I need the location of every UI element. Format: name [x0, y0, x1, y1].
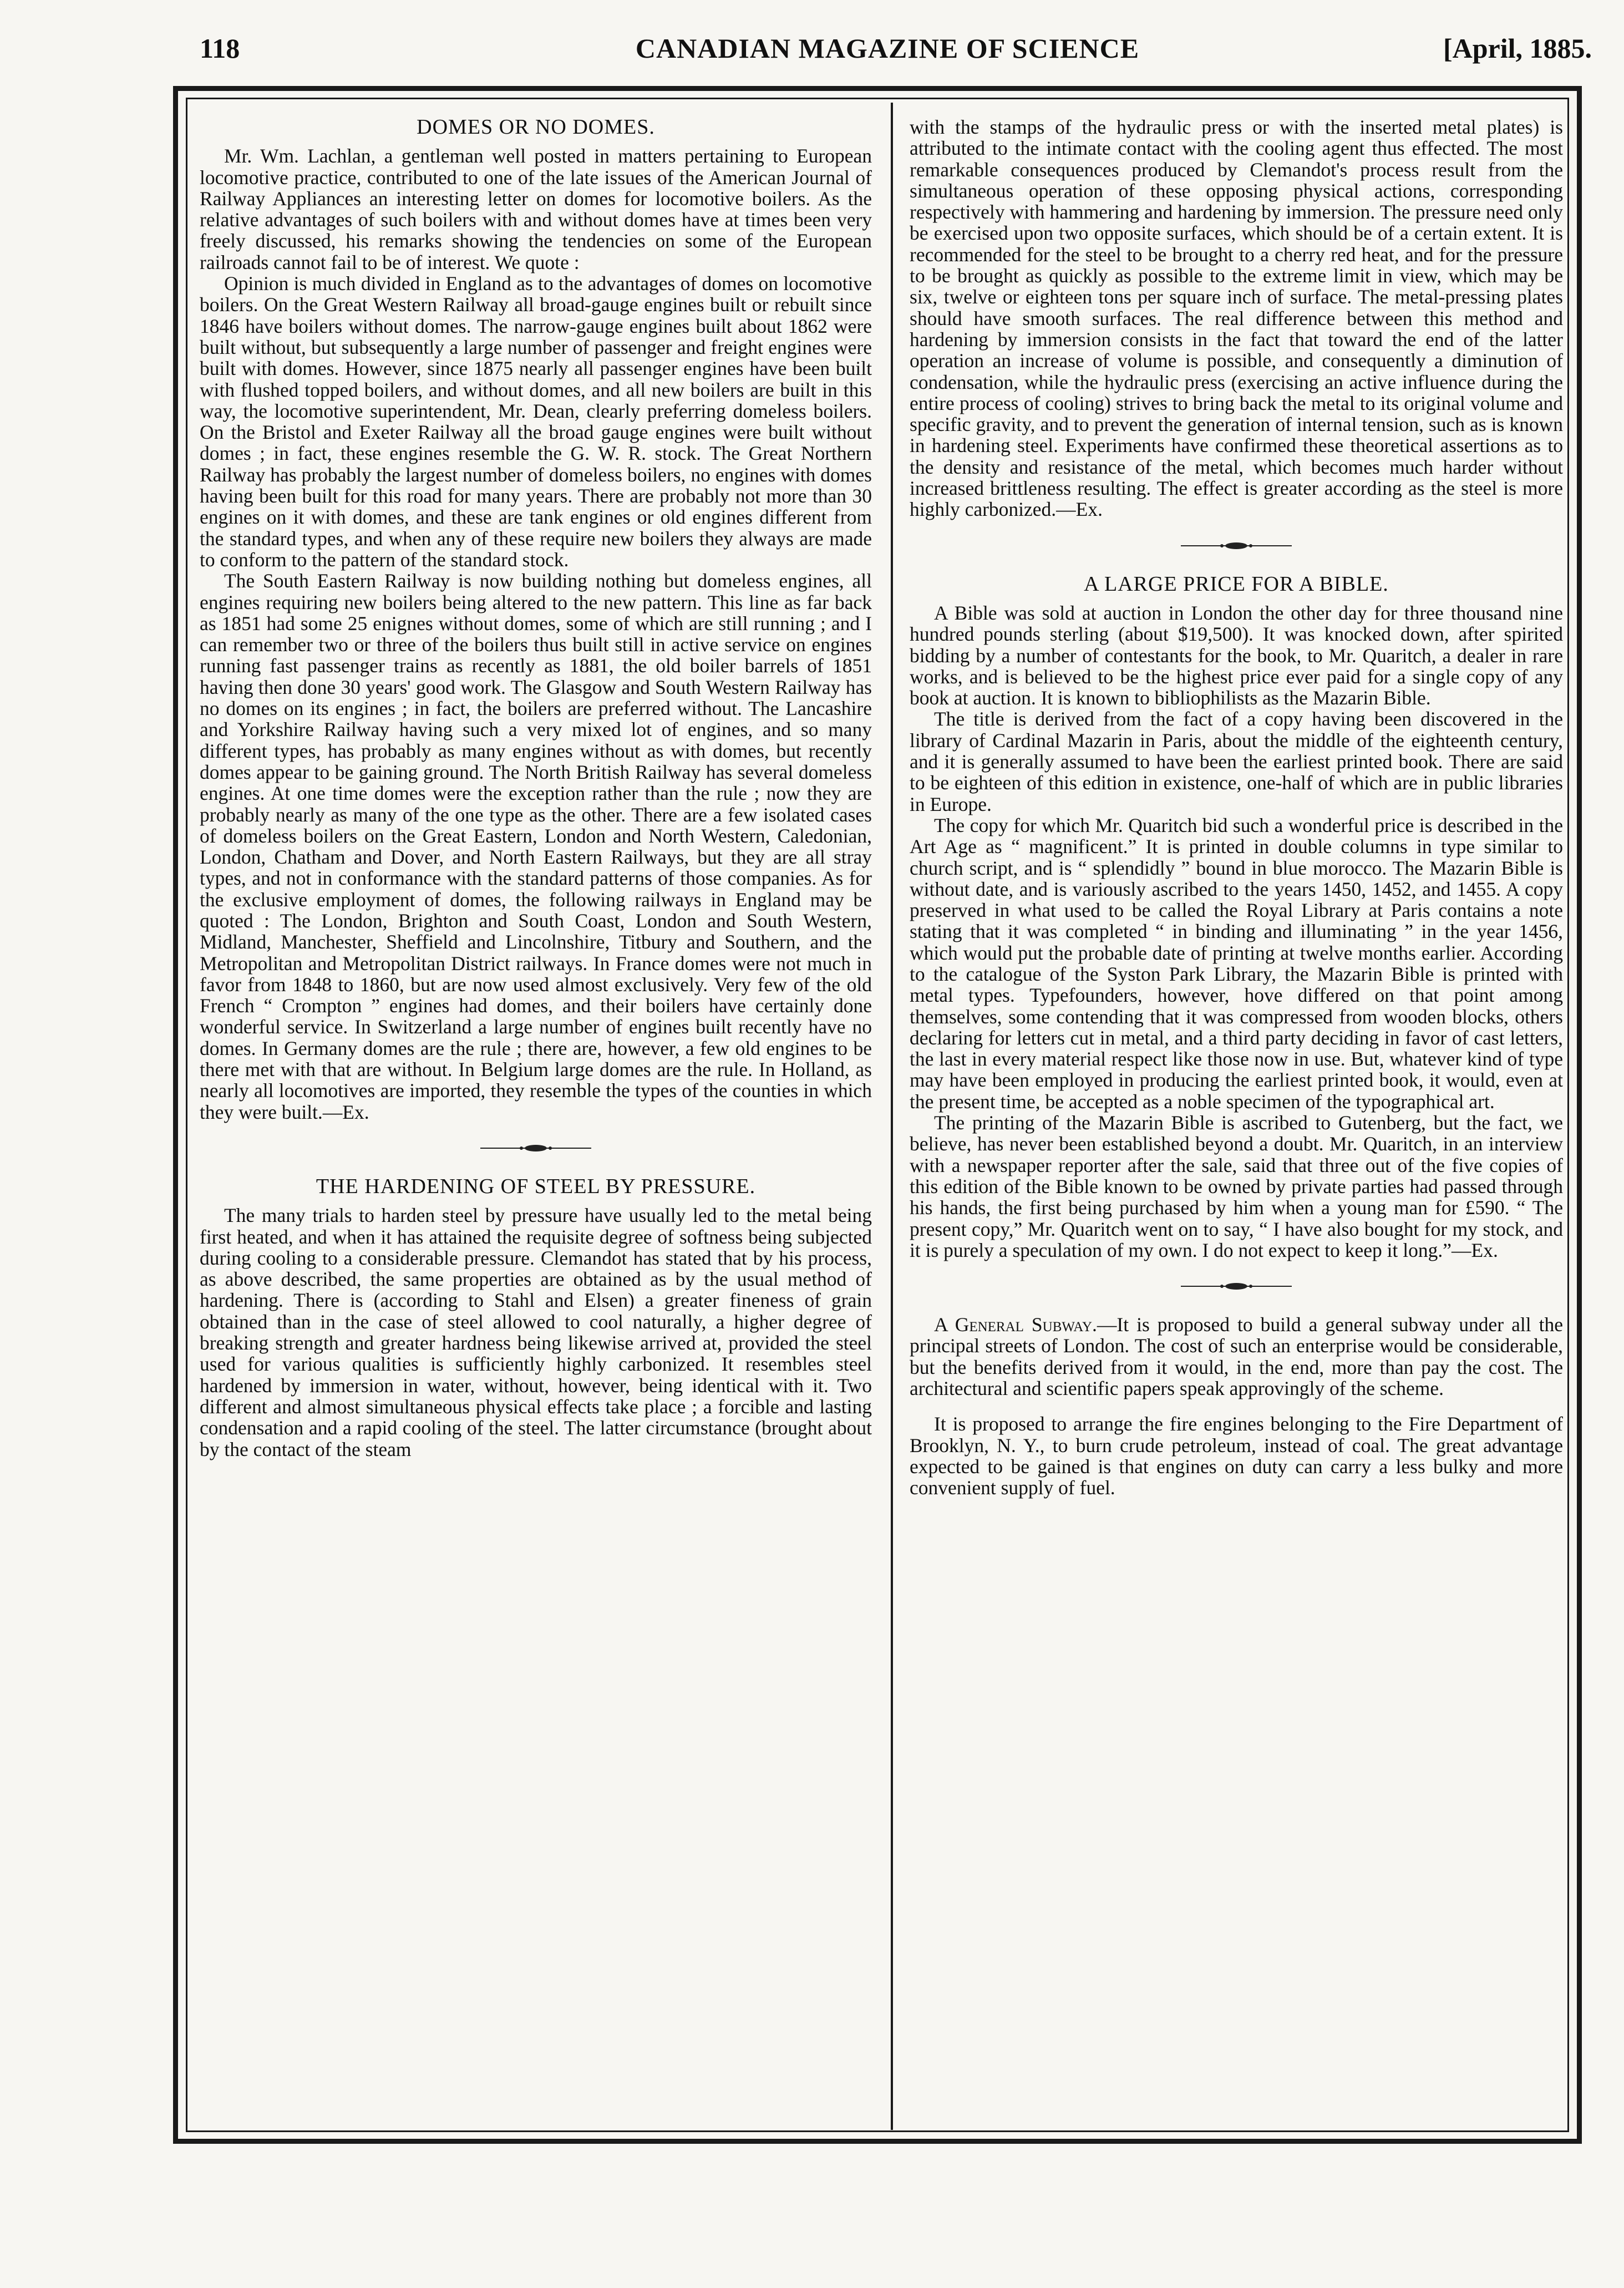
steel-paragraph-continued: with the stamps of the hydraulic press or with the inserted metal plates) is attributed to the intimate contact with the cooling agent thus effected. The most remarkable consequences produced by Clemandot's process result from the simultaneous operation of these opposing physical actions, corresponding respectively with hammering and hardening by immersion. The pressure need only be exercised upon two opposite surfaces, which should be of a certain extent. It is recommended for the steel to be brought to a cherry red heat, and for the pressure to be brought as quickly as possible to the extreme limit in view, which may be six, twelve or eighteen tons per square inch of surface. The metal-pressing plates should have smooth surfaces. The real difference between this method and hardening by immersion consists in the fact that toward the end of the latter operation an increase of volume is possible, and consequently a diminution of condensation, while the hydraulic press (exercising an active influence during the entire process of cooling) strives to bring back the metal to its original volume and specific gravity, and to prevent the generation of internal tension, such as is known in hardening steel. Experiments have confirmed these theoretical assertions as to the density and resistance of the metal, which becomes much harder without increased brittleness resulting. The effect is greater according as the steel is more highly carbonized.—Ex. — [910, 116, 1563, 521]
bible-paragraph-2: The title is derived from the fact of a copy having been discovered in the library of Cardinal Mazarin in Paris, about the middle of the eighteenth century, and it is generally assumed to have been the earliest printed book. There are said to be eighteen of this edition in existence, one-half of which are in public libraries in Europe. — [910, 708, 1563, 815]
fire-engines-note: It is proposed to arrange the fire engines belonging to the Fire Department of Brooklyn, N. Y., to burn crude petroleum, instead of coal. The great advantage expected to be gained is that engines on duty can carry a less bulky and more convenient supply of fuel. — [910, 1413, 1563, 1499]
domes-intro: Mr. Wm. Lachlan, a gentleman well posted in matters pertaining to European locomotive practice, contributed to one of the late issues of the American Journal of Railway Appliances an interesting letter on domes for locomotive boilers. As the relative advantages of such boilers with and without domes have at times been very freely discussed, his remarks showing the tendencies on some of the European railroads cannot fail to be of interest. We quote : — [200, 145, 872, 273]
bible-paragraph-1: A Bible was sold at auction in London the other day for three thousand nine hundred pounds sterling (about $19,500). It was knocked down, after spirited bidding by a number of contestants for the book, to Mr. Quaritch, a dealer in rare works, and is believed to be the highest price ever paid for a single copy of any book at auction. It is known to bibliophilists as the Mazarin Bible. — [910, 601, 1563, 709]
section-divider-ornament — [910, 539, 1563, 551]
right-column — [910, 116, 1563, 1499]
bible-paragraph-4: The printing of the Mazarin Bible is ascribed to Gutenberg, but the fact, we believe, has never been established beyond a doubt. Mr. Quaritch, in an interview with a newspaper reporter after the sale, said that three out of the five copies of this edition of the Bible known to be owned by private parties had passed through his hands, the first being purchased by him when a young man for £590. “ The present copy,” Mr. Quaritch went on to say, “ I have also bought for my stock, and it is purely a speculation of my own. I do not expect to keep it long.”—Ex. — [910, 1112, 1563, 1261]
subway-lead: A General Subway. — [934, 1313, 1097, 1336]
issue-date: [April, 1885. — [1443, 33, 1592, 64]
page-number: 118 — [200, 33, 240, 64]
column-rule — [891, 103, 893, 2130]
domes-paragraph-2: The South Eastern Railway is now building nothing but domeless engines, all engines requiring new boilers being altered to the new pattern. This line as far back as 1851 had some 25 enignes without domes, some of which are still running ; and I can remember two or three of the boilers thus built still in active service on engines running fast passenger trains as recently as 1881, the old boiler barrels of 1851 having then done 30 years' good work. The Glasgow and South Western Railway has no domes on its engines ; in fact, the boilers are preferred without. The Lancashire and Yorkshire Railway having such a very mixed lot of engines, and so many different types, has probably as many engines without as with domes, but recently domes appear to be gaining ground. The North British Railway has several domeless engines. At one time domes were the exception rather than the rule ; now they are probably nearly as many of the one type as the other. There are a few isolated cases of domeless boilers on the Great Eastern, London and North Western, Caledonian, London, Chatham and Dover, and North Eastern Railways, but they are all stray types, and not in conformance with the standard patterns of those companies. As for the exclusive employment of domes, the following railways in England may be quoted : The London, Brighton and South Coast, London and South Western, Midland, Manchester, Sheffield and Lincolnshire, Titbury and Southern, and the Metropolitan and Metropolitan District railways. In France domes were not much in favor from 1848 to 1860, but are now used almost exclusively. Very few of the old French “ Crompton ” engines had domes, and their boilers have certainly done wonderful service. In Switzerland a large number of engines built recently have no domes. In Germany domes are the rule ; there are, however, a few old engines to be there met with that are without. In Belgium large domes are the rule. In Holland, as nearly all locomotives are imported, they resemble the types of the counties in which they were built.—Ex. — [200, 570, 872, 1123]
running-head — [183, 29, 1592, 73]
section-divider-ornament — [910, 1280, 1563, 1292]
bible-heading: A LARGE PRICE FOR A BIBLE. — [1084, 572, 1389, 596]
steel-paragraph-1: The many trials to harden steel by pressure have usually led to the metal being first heated, and when it has attained the requisite degree of softness being subjected during cooling to a considerable pressure. Clemandot has stated that by his process, as above described, the same properties are obtained as by the usual method of hardening. There is (according to Stahl and Elsen) a greater fineness of grain obtained than in the case of steel allowed to cool naturally, a higher degree of breaking strength and greater hardness being likewise arrived at, provided the steel used for various qualities is sufficiently highly carbonized. It resembles steel hardened by immersion in water, without, however, being identical with it. Two different and almost simultaneous physical effects take place ; a forcible and lasting condensation and a rapid cooling of the steel. The latter circumstance (brought about by the contact of the steam — [200, 1204, 872, 1460]
left-column — [200, 116, 872, 1460]
subway-text: —It is proposed to build a general subway under all the principal streets of London. The cost of such an enterprise would be considerable, but the benefits derived from it would, in the end, more than pay the cost. The architectural and scientific papers speak approvingly of the scheme. — [910, 1313, 1563, 1400]
bible-paragraph-3: The copy for which Mr. Quaritch bid such a wonderful price is described in the Art Age as “ magnificent.” It is printed in double columns in type similar to church script, and is “ splendidly ” bound in blue morocco. The Mazarin Bible is without date, and is variously ascribed to the years 1450, 1452, and 1455. A copy preserved in what used to be called the Royal Library at Paris contains a note stating that it was completed “ in binding and illuminating ” in the year 1456, which would put the probable date of printing at twelve months earlier. According to the catalogue of the Syston Park Library, the Mazarin Bible is printed with metal types. Typefounders, however, hove differed on that point among themselves, some contending that it was compressed from wooden blocks, others declaring for letters cut in metal, and a third party deciding in favor of cast letters, the last in every material respect like those now in use. But, whatever kind of type may have been employed in producing the earliest printed book, it would, even at the present time, be accepted as a noble specimen of the typographical art. — [910, 814, 1563, 1113]
subway-note — [910, 1314, 1563, 1399]
magazine-title: CANADIAN MAGAZINE OF SCIENCE — [635, 33, 1140, 64]
steel-heading: THE HARDENING OF STEEL BY PRESSURE. — [316, 1174, 756, 1198]
domes-heading: DOMES OR NO DOMES. — [417, 115, 655, 139]
section-divider-ornament — [200, 1142, 872, 1154]
domes-paragraph-1: Opinion is much divided in England as to the advantages of domes on locomotive boilers. On the Great Western Railway all broad-gauge engines built or rebuilt since 1846 have boilers without domes. The narrow-gauge engines built about 1862 were built without, but subsequently a large number of passenger and freight engines were built with domes. However, since 1875 nearly all passenger engines have been built with flushed topped boilers, and without domes, and all new boilers are built in this way, the locomotive superintendent, Mr. Dean, clearly preferring domeless boilers. On the Bristol and Exeter Railway all the broad gauge engines were built without domes ; in fact, these engines resemble the G. W. R. stock. The Great Northern Railway has probably the largest number of domeless boilers, no engines with domes having been built for this road for many years. There are probably not more than 30 engines on it with domes, and these are tank engines or old engines different from the standard types, and when any of these require new boilers they always are made to conform to the pattern of the standard stock. — [200, 272, 872, 571]
